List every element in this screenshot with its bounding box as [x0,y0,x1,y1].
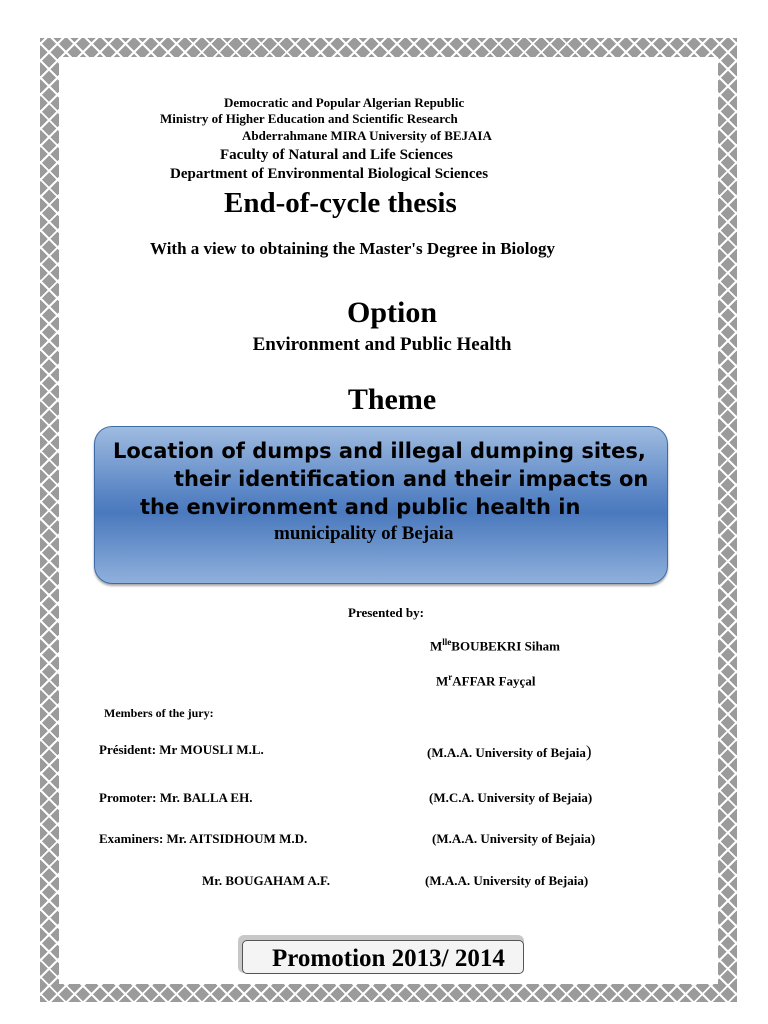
jury-president-affiliation [427,742,592,762]
thesis-title: End-of-cycle thesis [224,187,457,219]
jury-examiner-1: Examiners: Mr. AITSIDHOUM M.D. [99,831,308,846]
theme-line-1: Location of dumps and illegal dumping sites, [113,439,646,463]
student-1-sup: lle [442,637,452,647]
theme-line-3: the environment and public health in [140,495,581,519]
faculty-line: Faculty of Natural and Life Sciences [220,147,453,163]
jury-examiner-1-affiliation: (M.A.A. University of Bejaia) [432,831,596,846]
jury-promoter: Promoter: Mr. BALLA EH. [99,790,253,805]
president-affiliation-text: (M.A.A. University of Bejaia [427,745,586,760]
option-heading: Option [346,296,438,329]
theme-line-4: municipality of Bejaia [274,523,454,544]
student-2 [436,672,535,689]
republic-line: Democratic and Popular Algerian Republic [224,95,465,110]
jury-president: Président: Mr MOUSLI M.L. [99,742,264,757]
president-affiliation-close: ) [585,742,592,761]
university-line: Abderrahmane MIRA University of BEJAIA [242,128,492,143]
jury-promoter-affiliation: (M.C.A. University of Bejaia) [429,790,593,805]
ministry-line: Ministry of Higher Education and Scientific Research [160,111,458,126]
student-1-prefix: M [430,638,443,654]
option-value: Environment and Public Health [252,334,512,355]
theme-line-2: their identification and their impacts on [174,467,649,491]
promotion-text: Promotion 2013/ 2014 [272,945,505,972]
degree-subtitle: With a view to obtaining the Master's Degree in Biology [150,239,555,258]
jury-examiner-2-affiliation: (M.A.A. University of Bejaia) [425,873,589,888]
presented-by-label: Presented by: [348,605,424,620]
theme-heading: Theme [347,383,437,416]
student-2-name: AFFAR Fayçal [452,673,536,689]
student-1-name: BOUBEKRI Siham [451,638,561,654]
jury-label: Members of the jury: [104,706,214,720]
promotion-box [242,940,524,974]
student-1 [430,637,560,654]
student-2-prefix: M [436,673,449,689]
jury-examiner-2: Mr. BOUGAHAM A.F. [202,873,330,888]
student-2-sup: r [448,672,453,682]
department-line: Department of Environmental Biological Sciences [170,166,489,182]
